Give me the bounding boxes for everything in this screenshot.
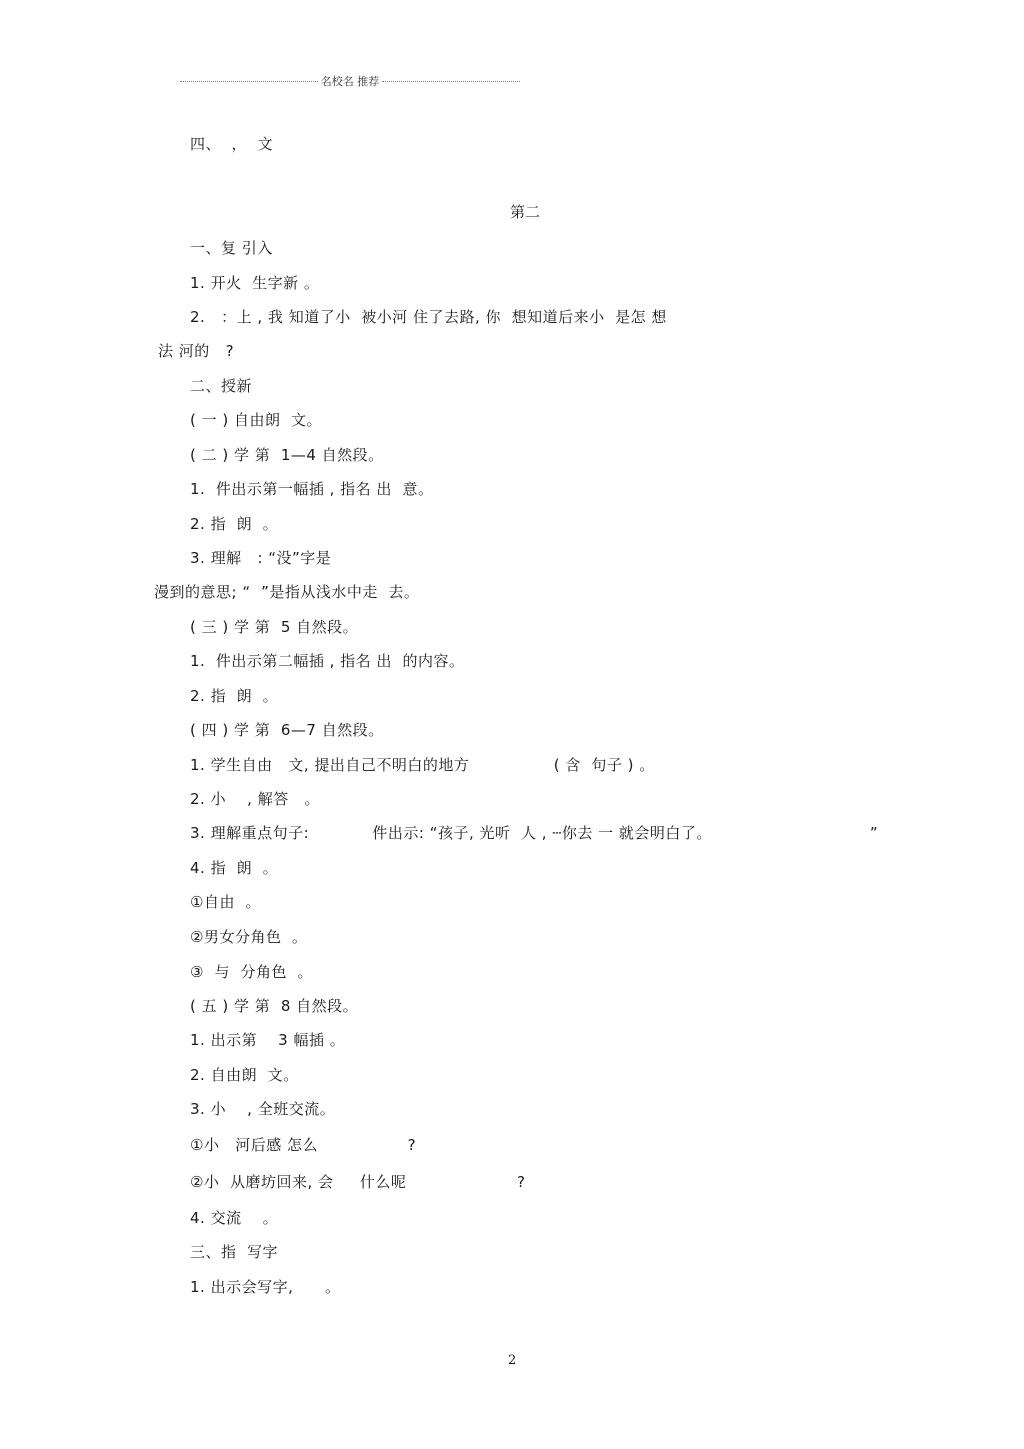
body-line: 1. 件出示第二幅插 , 指名 出 的内容。 bbox=[190, 652, 465, 670]
body-line: ③ 与 分角色 。 bbox=[190, 963, 314, 981]
body-line: 3. 理解重点句子: 件出示: “孩子, 光听 人 , ┄你去 一 就会明白了。 ” bbox=[190, 824, 879, 842]
lesson-title: 第二 bbox=[510, 203, 541, 221]
body-line: 漫到的意思; “ ”是指从浅水中走 去。 bbox=[154, 583, 420, 601]
header-text: 名校名 推荐 bbox=[320, 75, 380, 88]
body-line: ( 五 ) 学 第 8 自然段。 bbox=[190, 997, 359, 1015]
body-line: 2. 小 , 解答 。 bbox=[190, 790, 320, 808]
body-line: ①小 河后感 怎么 ? bbox=[190, 1136, 417, 1154]
page-number: 2 bbox=[508, 1353, 517, 1368]
body-line: ②小 从磨坊回来, 会 什么呢 ? bbox=[190, 1173, 526, 1191]
header-rule-right bbox=[382, 81, 520, 82]
body-line: 1. 开火 生字新 。 bbox=[190, 274, 320, 292]
body-line: ( 二 ) 学 第 1—4 自然段。 bbox=[190, 446, 384, 464]
page-header bbox=[180, 74, 520, 88]
body-line: 1. 学生自由 文, 提出自己不明白的地方 ( 含 句子 ) 。 bbox=[190, 756, 655, 774]
body-line: 4. 指 朗 。 bbox=[190, 859, 279, 877]
body-line: 二、授新 bbox=[190, 377, 253, 395]
body-line: 1. 出示第 3 幅插 。 bbox=[190, 1031, 346, 1049]
body-line: ( 四 ) 学 第 6—7 自然段。 bbox=[190, 721, 384, 739]
body-line: 2. 指 朗 。 bbox=[190, 687, 279, 705]
body-line: ( 一 ) 自由朗 文。 bbox=[190, 411, 323, 429]
body-line: 2. 自由朗 文。 bbox=[190, 1066, 299, 1084]
body-line: 三、指 写字 bbox=[190, 1243, 279, 1261]
body-line: 4. 交流 。 bbox=[190, 1209, 279, 1227]
body-line: ( 三 ) 学 第 5 自然段。 bbox=[190, 618, 359, 636]
body-line: ②男女分角色 。 bbox=[190, 928, 308, 946]
header-rule-left bbox=[180, 81, 318, 82]
body-line: ①自由 。 bbox=[190, 893, 261, 911]
section-heading: 四、 ， 文 bbox=[190, 135, 274, 153]
body-line: 1. 出示会写字, 。 bbox=[190, 1278, 341, 1296]
body-line: 2. 指 朗 。 bbox=[190, 515, 279, 533]
body-line: 一、复 引入 bbox=[190, 239, 273, 257]
body-line: 3. 理解 : “没”字是 bbox=[190, 549, 332, 567]
body-line: 2. ：上 , 我 知道了小 被小河 住了去路, 你 想知道后来小 是怎 想 bbox=[190, 308, 667, 326]
body-line: 法 河的 ? bbox=[158, 342, 235, 360]
body-line: 3. 小 , 全班交流。 bbox=[190, 1100, 336, 1118]
body-line: 1. 件出示第一幅插 , 指名 出 意。 bbox=[190, 480, 434, 498]
